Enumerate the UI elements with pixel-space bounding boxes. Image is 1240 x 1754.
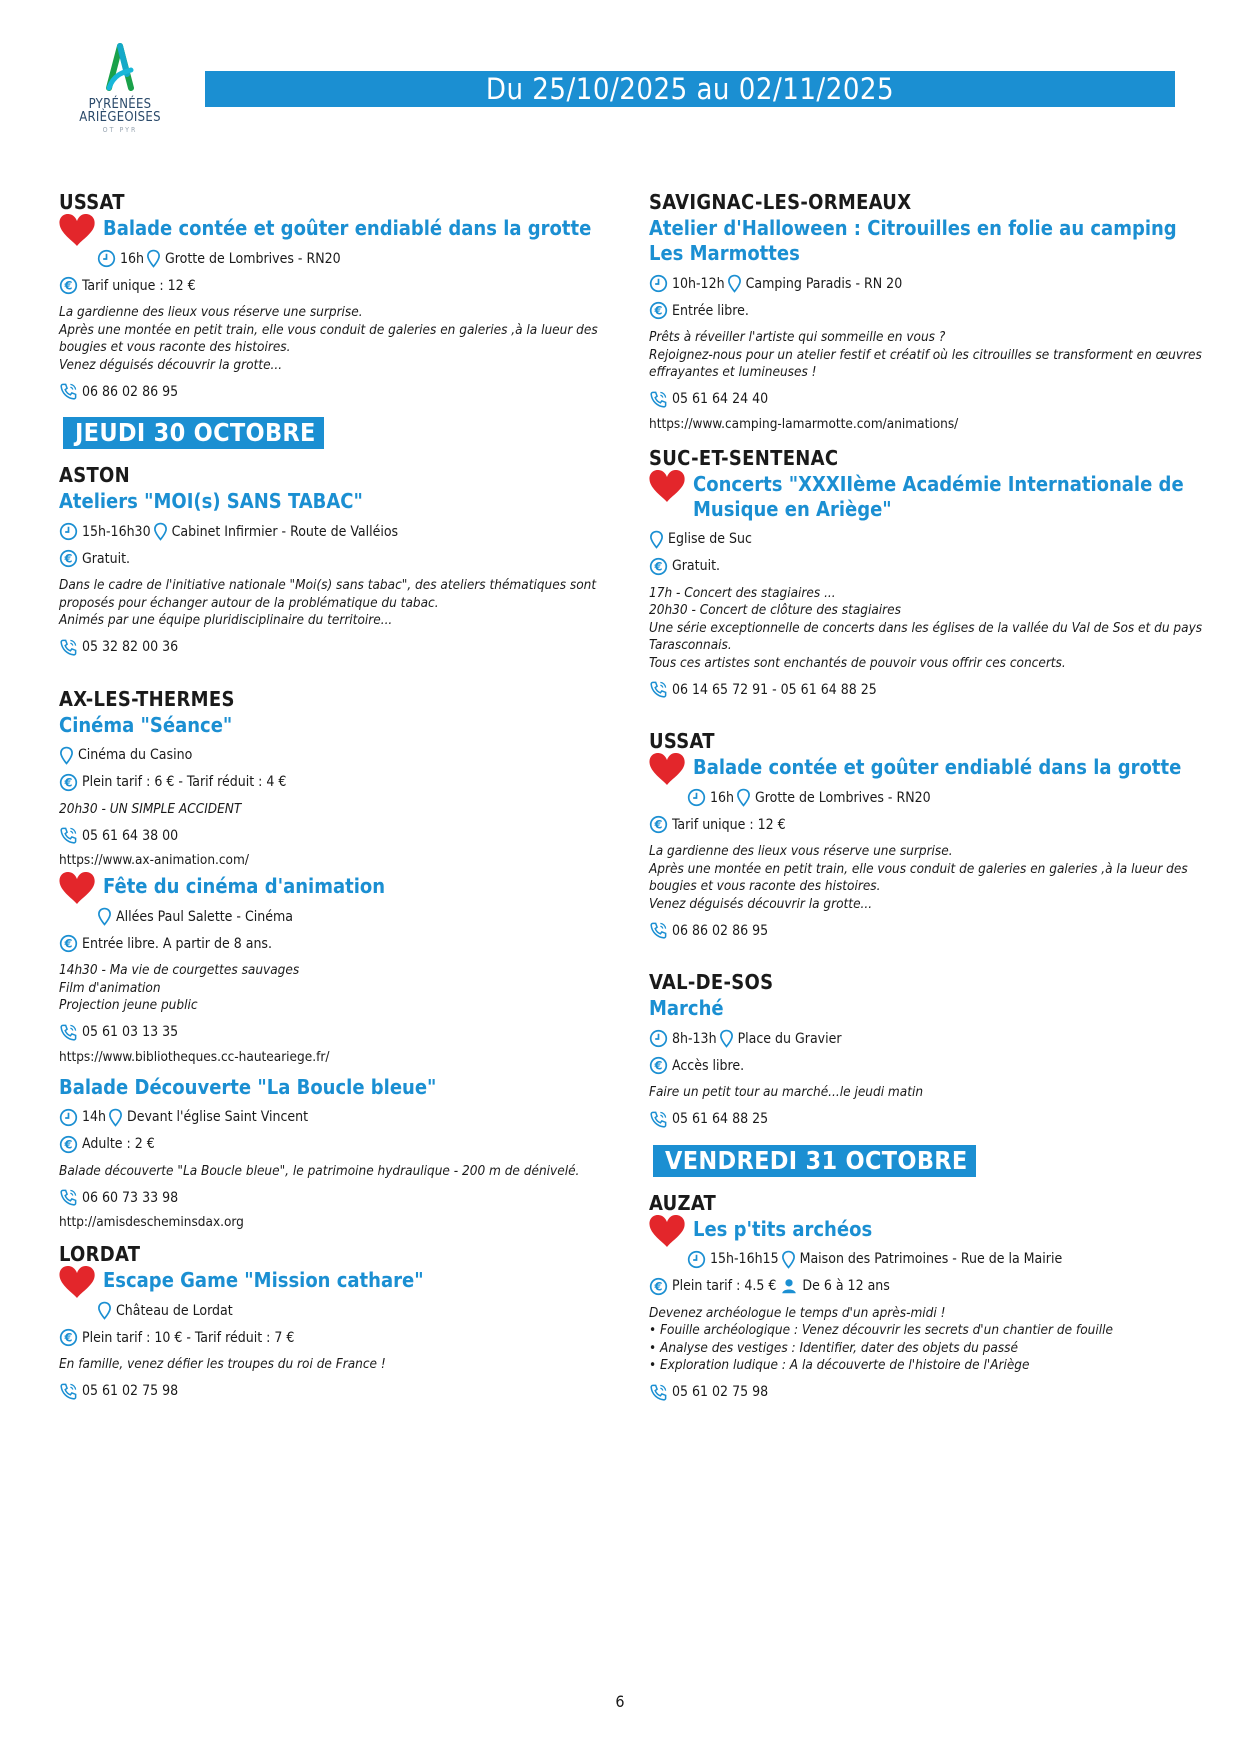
desc-line: Venez déguisés découvrir la grotte... [59,356,283,373]
event-phone[interactable]: 05 61 64 88 25 [672,1111,769,1127]
event-price: Plein tarif : 10 € - Tarif réduit : 7 € [82,1329,295,1346]
city-name: AX-LES-THERMES [59,686,235,711]
event-title[interactable] [649,472,1209,522]
phone-row [59,1023,619,1042]
clock-icon [687,788,706,807]
desc-line: En famille, venez défier les troupes du roi de France ! [59,1356,386,1372]
event-price: Plein tarif : 4.5 € [672,1278,777,1294]
person-icon [780,1277,798,1295]
phone-row [649,680,1209,699]
desc-line: Dans le cadre de l'initiative nationale "Moi(s) sans tabac", des ateliers thématiques sont proposés pour échanger autour de la problématique du tabac. [59,577,597,611]
phone-icon [59,638,78,657]
map-pin-icon [97,1301,112,1320]
map-pin-icon [727,274,742,293]
price-row [59,773,619,792]
desc-line: Faire un petit tour au marché...le jeudi matin [649,1084,924,1100]
event-phone[interactable]: 05 61 64 24 40 [672,391,769,407]
event-ussat-balade-2 [649,729,1209,940]
logo [70,40,170,134]
desc-line: 17h - Concert des stagiaires ... [649,584,836,601]
desc-line: 20h30 - Concert de clôture des stagiaires [649,602,901,618]
desc-line: Projection jeune public [59,997,198,1013]
heart-icon [647,468,687,504]
event-description [59,1163,619,1181]
event-place: Maison des Patrimoines - Rue de la Mairie [799,1251,1063,1267]
map-pin-icon [736,788,751,807]
event-description [59,1356,619,1374]
phone-row [59,382,619,401]
time-place-row [649,1250,1209,1269]
place-row [59,1301,619,1320]
event-time: 14h [82,1109,107,1125]
event-price: Gratuit. [82,550,131,567]
event-title[interactable] [649,1217,1209,1242]
desc-line: • Fouille archéologique : Venez découvrir les secrets d'un chantier de fouille [649,1322,1113,1338]
euro-icon [649,557,668,576]
event-url[interactable]: http://amisdescheminsdax.org [59,1214,244,1230]
phone-icon [649,680,668,699]
heart-icon [647,1213,687,1249]
event-age: De 6 à 12 ans [802,1278,890,1294]
event-description [649,1084,1209,1102]
euro-icon [649,301,668,320]
event-phone[interactable]: 06 86 02 86 95 [672,922,769,939]
date-range-banner: Du 25/10/2025 au 02/11/2025 [205,71,1175,107]
desc-line: • Exploration ludique : A la découverte de l'histoire de l'Ariège [649,1357,1030,1373]
phone-row [59,1188,619,1207]
event-place: Château de Lordat [116,1302,233,1319]
heart-icon [57,212,97,248]
price-row [59,276,619,295]
event-price: Gratuit. [672,558,721,574]
clock-icon [649,274,668,293]
time-place-row [59,1108,619,1127]
event-place: Grotte de Lombrives - RN20 [165,250,341,267]
price-row [649,1056,1209,1075]
phone-row [649,1110,1209,1129]
page-number: 6 [615,1692,625,1711]
logo-mark-icon [100,40,140,92]
phone-icon [59,1188,78,1207]
event-val-de-sos-marche [649,970,1209,1129]
desc-line: Venez déguisés découvrir la grotte... [649,895,873,912]
event-ussat-balade [59,190,619,401]
event-description [649,1305,1209,1375]
event-auzat-archeos [649,1191,1209,1402]
price-row [649,815,1209,834]
event-aston-ateliers [59,463,619,657]
phone-row [649,1383,1209,1402]
event-time: 15h-16h30 [82,523,151,540]
desc-line: Après une montée en petit train, elle vous conduit de galeries en galeries ,à la lueur des bougies et vous raconte des histoires. [59,321,598,355]
right-column [649,190,1209,1402]
event-price: Tarif unique : 12 € [672,816,786,833]
event-description [649,329,1209,382]
event-phone[interactable]: 05 61 03 13 35 [82,1024,179,1040]
time-place-row [649,274,1209,293]
event-fete-cinema-animation [59,874,619,1065]
event-title[interactable] [59,1268,619,1293]
event-time: 8h-13h [672,1030,717,1047]
phone-row [59,638,619,657]
desc-line: La gardienne des lieux vous réserve une surprise. [59,304,363,320]
event-title[interactable]: Balade Découverte "La Boucle bleue" [59,1074,437,1099]
event-title-text: Balade contée et goûter endiablé dans la grotte [103,216,592,240]
event-price: Accès libre. [672,1057,745,1074]
event-title[interactable] [649,755,1209,780]
phone-icon [649,921,668,940]
left-column [59,190,619,1401]
event-phone[interactable]: 05 61 02 75 98 [672,1384,769,1400]
city-name: LORDAT [59,1242,141,1266]
phone-icon [59,1023,78,1042]
desc-line: 20h30 - UN SIMPLE ACCIDENT [59,800,242,817]
phone-icon [59,826,78,845]
clock-icon [649,1029,668,1048]
event-phone[interactable]: 05 32 82 00 36 [82,639,179,655]
phone-row [59,1382,619,1401]
event-lordat-escape-game [59,1242,619,1401]
desc-line: Rejoignez-nous pour un atelier festif et créatif où les citrouilles se transforment en œuvres effrayantes et lumineuses ! [649,346,1202,380]
city-name: USSAT [59,190,125,214]
event-place: Place du Gravier [737,1030,842,1047]
event-savignac-halloween [649,190,1209,432]
event-suc-concerts [649,446,1209,700]
clock-icon [59,522,78,541]
event-place: Grotte de Lombrives - RN20 [755,789,931,806]
clock-icon [687,1250,706,1269]
event-title[interactable]: Ateliers "MOI(s) SANS TABAC" [59,489,363,513]
phone-icon [59,1382,78,1401]
event-url[interactable]: https://www.bibliotheques.cc-hauteariege.fr/ [59,1048,330,1065]
desc-line: La gardienne des lieux vous réserve une surprise. [649,843,953,859]
event-description [59,962,619,1015]
map-pin-icon [781,1250,796,1269]
event-url[interactable]: https://www.camping-lamarmotte.com/animations/ [649,415,959,432]
event-title[interactable]: Cinéma "Séance" [59,712,233,737]
price-row [59,934,619,953]
phone-icon [649,1383,668,1402]
phone-icon [649,1110,668,1129]
event-time: 16h [710,789,735,806]
logo-line-2: ARIÈGEOISES [79,110,161,125]
event-description [59,801,619,819]
event-place: Devant l'église Saint Vincent [127,1109,309,1125]
event-title[interactable] [59,216,619,241]
day-heading-friday: VENDREDI 31 OCTOBRE [653,1145,976,1177]
euro-icon [59,934,78,953]
event-boucle-bleue [59,1075,619,1231]
desc-line: Une série exceptionnelle de concerts dans les églises de la vallée du Val de Sos et du pays Tarasconnais. [649,619,1203,653]
clock-icon [97,249,116,268]
euro-icon [59,773,78,792]
event-title[interactable]: Marché [649,996,724,1020]
event-url[interactable]: https://www.ax-animation.com/ [59,852,249,868]
event-description [649,585,1209,673]
event-title-text: Balade contée et goûter endiablé dans la grotte [693,755,1182,779]
map-pin-icon [108,1108,123,1127]
logo-line-1: PYRÉNÉES [88,97,152,112]
map-pin-icon [649,530,664,549]
map-pin-icon [153,522,168,541]
phone-row [649,921,1209,940]
desc-line: Devenez archéologue le temps d'un après-midi ! [649,1304,946,1321]
desc-line: Après une montée en petit train, elle vous conduit de galeries en galeries ,à la lueur des bougies et vous raconte des histoires. [649,860,1188,894]
city-name: AUZAT [649,1190,717,1215]
desc-line: Film d'animation [59,979,161,996]
price-row [59,549,619,568]
event-title-text: Concerts "XXXIIème Académie Internationale de Musique en Ariège" [693,471,1184,521]
phone-icon [59,382,78,401]
event-time: 10h-12h [672,275,725,292]
time-place-row [59,249,619,268]
price-row [59,1328,619,1347]
event-price: Entrée libre. A partir de 8 ans. [82,935,272,952]
desc-line: 14h30 - Ma vie de courgettes sauvages [59,962,300,978]
city-name: ASTON [59,463,131,487]
event-title-text: Fête du cinéma d'animation [103,874,386,898]
event-description [649,843,1209,913]
map-pin-icon [146,249,161,268]
heart-icon [57,870,97,906]
city-name: SAVIGNAC-LES-ORMEAUX [649,190,912,214]
price-row [649,557,1209,576]
event-time: 16h [120,250,145,267]
event-price: Adulte : 2 € [82,1136,155,1152]
city-name: USSAT [649,729,715,753]
heart-icon [647,751,687,787]
map-pin-icon [97,907,112,926]
event-title[interactable] [59,874,619,899]
place-row [59,907,619,926]
price-row [59,1135,619,1154]
time-place-row [649,788,1209,807]
desc-line: • Analyse des vestiges : Identifier, dater des objets du passé [649,1339,1018,1356]
map-pin-icon [59,746,74,765]
desc-line: Tous ces artistes sont enchantés de pouvoir vous offrir ces concerts. [649,654,1066,671]
logo-line-3: OT PYR [102,126,138,134]
event-place: Eglise de Suc [668,531,752,547]
event-title-text: Les p'tits archéos [693,1216,873,1241]
map-pin-icon [719,1029,734,1048]
euro-icon [649,1277,668,1296]
euro-icon [59,276,78,295]
price-row [649,301,1209,320]
event-price: Tarif unique : 12 € [82,277,196,294]
heart-icon [57,1264,97,1300]
phone-row [59,826,619,845]
event-place: Camping Paradis - RN 20 [745,275,903,292]
city-name: SUC-ET-SENTENAC [649,445,839,470]
phone-row [649,390,1209,409]
euro-icon [649,1056,668,1075]
event-description [59,577,619,630]
phone-icon [649,390,668,409]
event-phone[interactable]: 06 60 73 33 98 [82,1189,179,1206]
event-price: Entrée libre. [672,302,749,319]
event-ax-cinema-seance [59,687,619,869]
event-place: Cinéma du Casino [78,747,193,763]
event-phone[interactable]: 06 86 02 86 95 [82,383,179,400]
event-phone[interactable]: 05 61 64 38 00 [82,827,179,844]
euro-icon [649,815,668,834]
event-description [59,304,619,374]
event-title-text: Escape Game "Mission cathare" [103,1268,424,1292]
time-place-row [59,522,619,541]
price-row [649,1277,1209,1296]
euro-icon [59,1135,78,1154]
euro-icon [59,549,78,568]
place-row [59,746,619,765]
event-place: Cabinet Infirmier - Route de Valléios [171,523,399,540]
time-place-row [649,1029,1209,1048]
desc-line: Prêts à réveiller l'artiste qui sommeille en vous ? [649,329,946,345]
day-heading-thursday: JEUDI 30 OCTOBRE [63,417,324,449]
euro-icon [59,1328,78,1347]
city-name: VAL-DE-SOS [649,970,774,994]
clock-icon [59,1108,78,1127]
event-title[interactable]: Atelier d'Halloween : Citrouilles en folie au camping Les Marmottes [649,216,1177,265]
event-price: Plein tarif : 6 € - Tarif réduit : 4 € [82,774,287,790]
desc-line: Balade découverte "La Boucle bleue", le patrimoine hydraulique - 200 m de dénivelé. [59,1162,580,1179]
desc-line: Animés par une équipe pluridisciplinaire du territoire... [59,612,393,628]
place-row [649,530,1209,549]
event-phone[interactable]: 06 14 65 72 91 - 05 61 64 88 25 [672,681,877,698]
event-phone[interactable]: 05 61 02 75 98 [82,1383,179,1399]
event-time: 15h-16h15 [710,1251,779,1267]
event-place: Allées Paul Salette - Cinéma [116,908,294,925]
